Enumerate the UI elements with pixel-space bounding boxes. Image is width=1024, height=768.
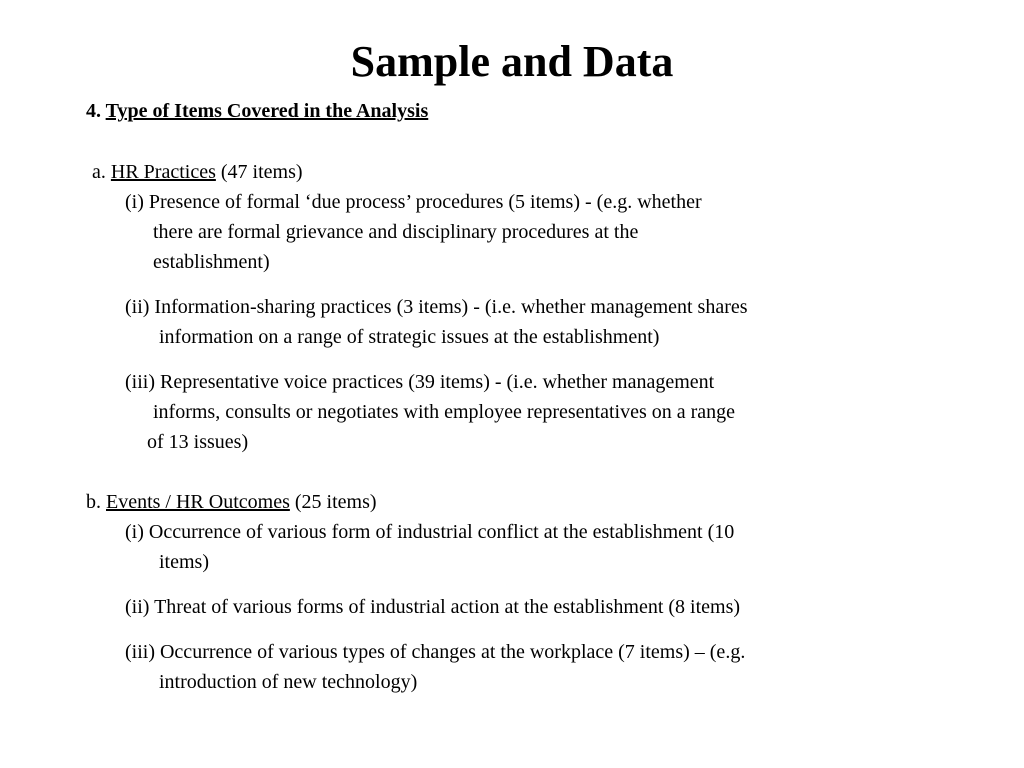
group-b-count: (25 items) bbox=[294, 491, 377, 513]
list-item-line: there are formal grievance and disciplinary procedures at the bbox=[153, 221, 639, 243]
list-item-line: (ii) Information-sharing practices (3 items) - (i.e. whether management shares bbox=[125, 296, 748, 318]
section-heading bbox=[86, 98, 428, 124]
list-item-line: introduction of new technology) bbox=[159, 671, 418, 693]
group-b-heading bbox=[86, 489, 377, 515]
group-a-count: (47 items) bbox=[220, 161, 303, 183]
section-heading-text: Type of Items Covered in the Analysis bbox=[105, 100, 429, 122]
list-item-line: (iii) Occurrence of various types of changes at the workplace (7 items) – (e.g. bbox=[125, 641, 746, 663]
list-item-line: of 13 issues) bbox=[147, 431, 249, 453]
list-item-line: informs, consults or negotiates with employee representatives on a range bbox=[153, 401, 736, 423]
group-a-heading bbox=[92, 159, 303, 185]
group-a-prefix: a. bbox=[92, 161, 106, 183]
list-item-line: (iii) Representative voice practices (39 items) - (i.e. whether management bbox=[125, 371, 715, 393]
list-item-line: (i) Occurrence of various form of industrial conflict at the establishment (10 bbox=[125, 521, 735, 543]
section-number: 4. bbox=[86, 100, 101, 122]
group-a-label: HR Practices bbox=[110, 161, 216, 183]
list-item-line: items) bbox=[159, 551, 209, 573]
list-item-line: (ii) Threat of various forms of industrial action at the establishment (8 items) bbox=[125, 596, 741, 618]
list-item-line: establishment) bbox=[153, 251, 270, 273]
slide-title: Sample and Data bbox=[350, 37, 674, 86]
list-item-line: (i) Presence of formal ‘due process’ procedures (5 items) - (e.g. whether bbox=[125, 191, 702, 213]
group-b-label: Events / HR Outcomes bbox=[106, 491, 290, 513]
group-b-prefix: b. bbox=[86, 491, 101, 513]
list-item-line: information on a range of strategic issues at the establishment) bbox=[159, 326, 660, 348]
